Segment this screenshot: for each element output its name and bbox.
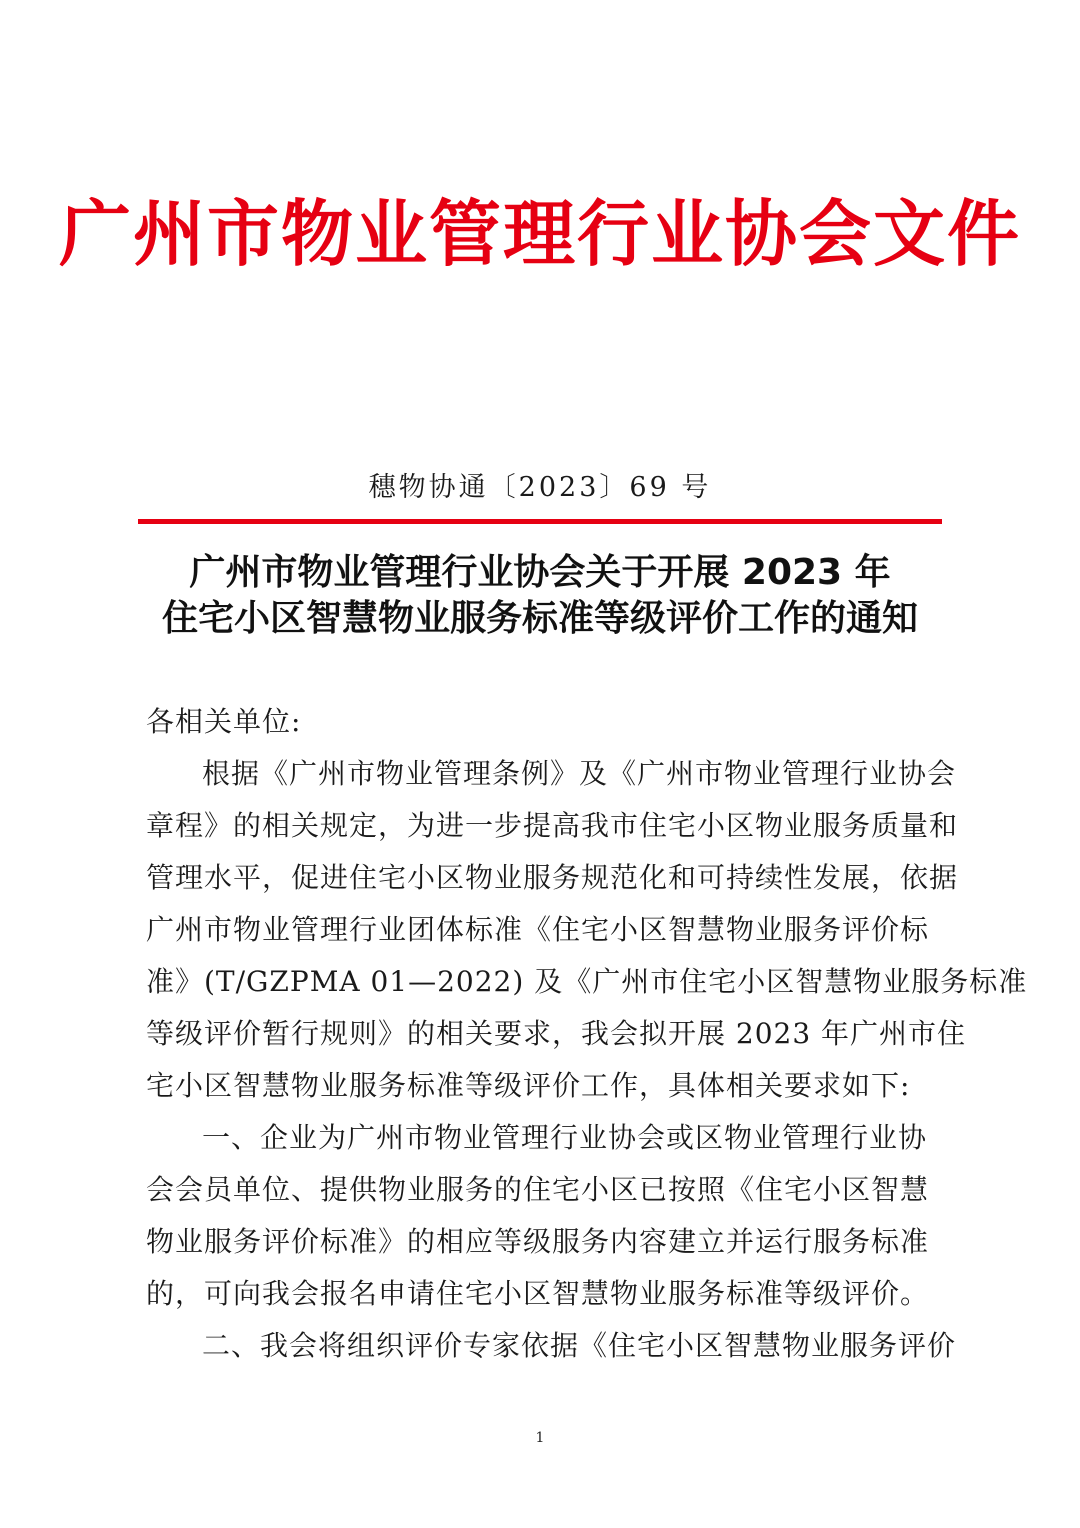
body-line: 宅小区智慧物业服务标准等级评价工作，具体相关要求如下:: [146, 1069, 911, 1102]
org-header-title: 广州市物业管理行业协会文件: [58, 191, 1021, 276]
body-line: 等级评价暂行规则》的相关要求，我会拟开展 2023 年广州市住: [146, 1017, 967, 1050]
document-number: 穗物协通〔2023〕69 号: [368, 472, 712, 503]
notice-title: [0, 550, 1080, 642]
body-line: 章程》的相关规定，为进一步提高我市住宅小区物业服务质量和: [146, 809, 959, 842]
notice-title-line-1: 广州市物业管理行业协会关于开展 2023 年: [189, 552, 891, 593]
body-line: 一、企业为广州市物业管理行业协会或区物业管理行业协: [202, 1121, 928, 1154]
page-number: 1: [535, 1430, 545, 1446]
notice-body: [146, 696, 1028, 1372]
body-line: 准》(T/GZPMA 01—2022) 及《广州市住宅小区智慧物业服务标准: [146, 965, 1028, 998]
body-line: 物业服务评价标准》的相应等级服务内容建立并运行服务标准: [146, 1225, 930, 1258]
body-line: 二、我会将组织评价专家依据《住宅小区智慧物业服务评价: [202, 1329, 957, 1362]
red-separator-line: [138, 519, 942, 524]
notice-title-line-2: 住宅小区智慧物业服务标准等级评价工作的通知: [161, 598, 918, 639]
body-line: 会会员单位、提供物业服务的住宅小区已按照《住宅小区智慧: [146, 1173, 930, 1206]
body-line: 广州市物业管理行业团体标准《住宅小区智慧物业服务评价标: [146, 913, 930, 946]
body-line: 管理水平，促进住宅小区物业服务规范化和可持续性发展，依据: [146, 861, 959, 894]
salutation: 各相关单位:: [146, 705, 302, 738]
body-line: 根据《广州市物业管理条例》及《广州市物业管理行业协会: [202, 757, 957, 790]
body-line: 的，可向我会报名申请住宅小区智慧物业服务标准等级评价。: [146, 1277, 930, 1310]
